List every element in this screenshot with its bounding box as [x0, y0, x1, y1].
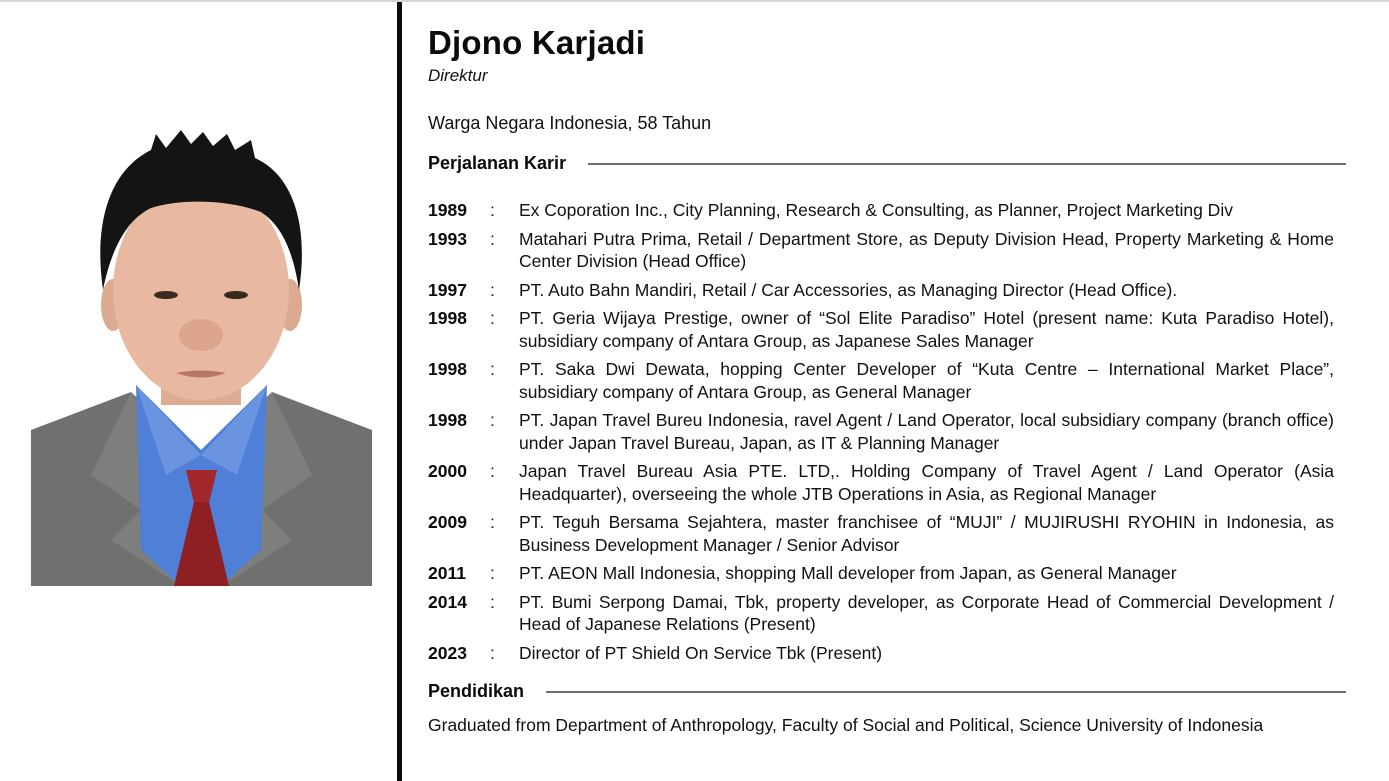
- career-description: PT. Geria Wijaya Prestige, owner of “Sol Elite Paradiso” Hotel (present name: Kuta Paradiso Hotel), subsidiary company of Antara Group, as Japanese Sales Manager: [519, 308, 1334, 351]
- career-year: 1998: [428, 410, 467, 430]
- career-item: [428, 199, 1334, 222]
- career-item: [428, 642, 1334, 665]
- separator: :: [490, 359, 495, 379]
- separator: :: [490, 591, 495, 612]
- career-year: 2009: [428, 512, 467, 532]
- career-description: PT. Japan Travel Bureu Indonesia, ravel Agent / Land Operator, local subsidiary company (branch office) under Japan Travel Bureau, Japan, as IT & Planning Manager: [519, 410, 1334, 453]
- career-description: PT. Bumi Serpong Damai, Tbk, property developer, as Corporate Head of Commercial Development / Head of Japanese Relations (Present): [519, 591, 1334, 634]
- career-list: [428, 199, 1334, 670]
- photo-column: [0, 2, 397, 781]
- career-item: [428, 358, 1334, 403]
- career-item: [428, 279, 1334, 302]
- career-item: [428, 460, 1334, 505]
- vertical-divider: [397, 2, 402, 781]
- career-item: [428, 591, 1334, 636]
- education-text: Graduated from Department of Anthropology, Faculty of Social and Political, Science University of Indonesia: [428, 715, 1264, 735]
- career-item: [428, 409, 1334, 454]
- career-item: [428, 562, 1334, 585]
- career-item: [428, 228, 1334, 273]
- separator: :: [490, 200, 495, 220]
- career-year: 2011: [428, 563, 466, 583]
- section-rule: [588, 163, 1346, 165]
- career-description: Japan Travel Bureau Asia PTE. LTD,. Holding Company of Travel Agent / Land Operator (Asia Headquarter), overseeing the whole JTB Operations in Asia, as Regional Manager: [519, 461, 1334, 504]
- citizenship-age: Warga Negara Indonesia, 58 Tahun: [428, 113, 712, 133]
- career-section-header: [428, 153, 1346, 174]
- career-description: PT. AEON Mall Indonesia, shopping Mall developer from Japan, as General Manager: [519, 563, 1177, 583]
- person-name: Djono Karjadi: [428, 24, 646, 61]
- career-description: Ex Coporation Inc., City Planning, Research & Consulting, as Planner, Project Marketing Div: [519, 200, 1233, 220]
- career-description: Director of PT Shield On Service Tbk (Present): [519, 642, 883, 663]
- career-description: PT. Teguh Bersama Sejahtera, master franchisee of “MUJI” / MUJIRUSHI RYOHIN in Indonesia, as Business Development Manager / Senior Advisor: [519, 512, 1334, 555]
- portrait-image: [31, 130, 372, 586]
- career-year: 1998: [428, 359, 467, 379]
- separator: :: [490, 228, 495, 249]
- separator: :: [490, 279, 495, 300]
- separator: :: [490, 410, 495, 430]
- career-year: 1998: [428, 308, 467, 328]
- separator: :: [490, 512, 495, 532]
- career-year: 2014: [428, 591, 467, 612]
- portrait-photo: [31, 130, 372, 586]
- career-year: 2000: [428, 461, 467, 481]
- separator: :: [490, 642, 495, 663]
- career-description: PT. Auto Bahn Mandiri, Retail / Car Accessories, as Managing Director (Head Office).: [519, 279, 1178, 300]
- separator: :: [490, 563, 495, 583]
- career-year: 1997: [428, 279, 467, 300]
- separator: :: [490, 461, 495, 481]
- career-year: 2023: [428, 642, 467, 663]
- section-rule: [546, 691, 1346, 693]
- education-section-title: Pendidikan: [428, 681, 525, 701]
- education-section-header: [428, 681, 1346, 702]
- career-year: 1989: [428, 200, 467, 220]
- career-item: [428, 511, 1334, 556]
- separator: :: [490, 308, 495, 328]
- career-item: [428, 307, 1334, 352]
- person-role: Direktur: [428, 66, 488, 85]
- career-year: 1993: [428, 228, 467, 249]
- career-description: PT. Saka Dwi Dewata, hopping Center Developer of “Kuta Centre – International Market Place”, subsidiary company of Antara Group, as General Manager: [519, 359, 1334, 402]
- career-section-title: Perjalanan Karir: [428, 153, 567, 173]
- career-description: Matahari Putra Prima, Retail / Department Store, as Deputy Division Head, Property Marketing & Home Center Division (Head Office): [519, 228, 1334, 271]
